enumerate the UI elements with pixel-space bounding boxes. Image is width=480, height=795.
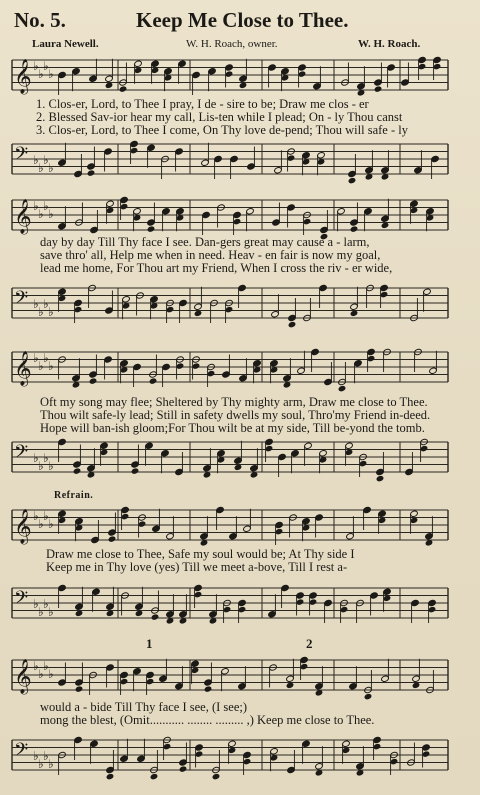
bass-staff-system-2 bbox=[0, 284, 480, 324]
flat-sign-icon: ♭ bbox=[38, 459, 44, 473]
flat-sign-icon: ♭ bbox=[48, 359, 54, 373]
flat-sign-icon: ♭ bbox=[33, 451, 39, 465]
flat-sign-icon: ♭ bbox=[33, 297, 39, 311]
flat-sign-icon: ♭ bbox=[48, 605, 54, 619]
refrain-label: Refrain. bbox=[54, 490, 94, 501]
flat-sign-icon: ♭ bbox=[43, 749, 49, 763]
lyricist-credit: Laura Newell. bbox=[32, 38, 99, 50]
flat-sign-icon: ♭ bbox=[33, 659, 39, 673]
bass-staff-system-5 bbox=[0, 736, 480, 776]
flat-sign-icon: ♭ bbox=[33, 153, 39, 167]
treble-clef-icon: 𝄞 bbox=[14, 199, 32, 234]
treble-staff-system-1 bbox=[0, 56, 480, 96]
treble-staff-system-4 bbox=[0, 506, 480, 546]
lyric-line: 2. Blessed Sav-ior hear my call, Lis-ten while I plead; On - ly Thou canst bbox=[36, 110, 403, 124]
flat-sign-icon: ♭ bbox=[43, 351, 49, 365]
treble-clef-icon: 𝄞 bbox=[14, 509, 32, 544]
bass-staff-system-1 bbox=[0, 140, 480, 180]
composer-credit: W. H. Roach. bbox=[358, 38, 421, 50]
first-ending-marker: 1 bbox=[146, 636, 153, 651]
treble-clef-icon: 𝄞 bbox=[14, 659, 32, 694]
lyric-line: 1. Clos-er, Lord, to Thee I pray, I de - sire to be; Draw me clos - er bbox=[36, 97, 369, 111]
bass-clef-icon: 𝄢 bbox=[14, 442, 29, 467]
treble-staff-system-2 bbox=[0, 196, 480, 236]
flat-sign-icon: ♭ bbox=[48, 517, 54, 531]
flat-sign-icon: ♭ bbox=[43, 597, 49, 611]
hymn-title: Keep Me Close to Thee. bbox=[136, 8, 349, 32]
note-head bbox=[376, 475, 385, 482]
flat-sign-icon: ♭ bbox=[43, 199, 49, 213]
note-head bbox=[338, 385, 347, 392]
lyric-line: save thro' all, Help me when in need. Heav - en fair is now my goal, bbox=[40, 248, 381, 262]
bass-clef-icon: 𝄢 bbox=[14, 288, 29, 313]
flat-sign-icon: ♭ bbox=[48, 459, 54, 473]
flat-sign-icon: ♭ bbox=[33, 509, 39, 523]
note-head bbox=[87, 169, 96, 176]
note-head bbox=[119, 85, 128, 92]
bass-clef-icon: 𝄢 bbox=[14, 588, 29, 613]
flat-sign-icon: ♭ bbox=[38, 305, 44, 319]
note-head bbox=[364, 693, 373, 700]
lyric-line: Hope will ban-ish gloom;For Thou wilt be at my side, Till be-yond the tomb. bbox=[40, 421, 425, 435]
flat-sign-icon: ♭ bbox=[33, 59, 39, 73]
treble-staff-system-3 bbox=[0, 348, 480, 388]
flat-sign-icon: ♭ bbox=[48, 67, 54, 81]
lyric-line: Thou wilt safe-ly lead; Still in safety dwells my soul, Thro'my Friend in-deed. bbox=[40, 408, 431, 422]
note-head bbox=[149, 377, 158, 384]
flat-sign-icon: ♭ bbox=[33, 749, 39, 763]
treble-staff-system-5 bbox=[0, 656, 480, 696]
flat-sign-icon: ♭ bbox=[43, 451, 49, 465]
note-head bbox=[350, 225, 359, 232]
note-head bbox=[73, 467, 82, 474]
note-head bbox=[75, 685, 84, 692]
lyric-line: 3. Clos-er, Lord, to Thee I come, On Thy love de-pend; Thou will safe - ly bbox=[36, 123, 408, 137]
note-head bbox=[131, 467, 140, 474]
flat-sign-icon: ♭ bbox=[43, 509, 49, 523]
flat-sign-icon: ♭ bbox=[48, 305, 54, 319]
flat-sign-icon: ♭ bbox=[38, 517, 44, 531]
note-head bbox=[151, 613, 160, 620]
bass-clef-icon: 𝄢 bbox=[14, 144, 29, 169]
lyric-line: Keep me in Thy love (yes) Till we meet a-bove, Till I rest a- bbox=[46, 560, 348, 574]
lyric-line: would a - bide Till Thy face I see, (I see;) bbox=[40, 700, 248, 714]
flat-sign-icon: ♭ bbox=[38, 161, 44, 175]
note-head bbox=[204, 685, 213, 692]
note-head bbox=[147, 225, 156, 232]
bass-staff-system-3 bbox=[0, 438, 480, 478]
flat-sign-icon: ♭ bbox=[33, 597, 39, 611]
note-head bbox=[348, 177, 357, 184]
note-head bbox=[150, 773, 159, 780]
treble-clef-icon: 𝄞 bbox=[14, 59, 32, 94]
note-head bbox=[179, 765, 188, 772]
flat-sign-icon: ♭ bbox=[43, 153, 49, 167]
bass-staff-system-4 bbox=[0, 584, 480, 624]
flat-sign-icon: ♭ bbox=[38, 359, 44, 373]
lyric-line: lead me home, For Thou art my Friend, When I cross the riv - er wide, bbox=[40, 261, 393, 275]
lyric-line: mong the blest, (Omit........... ........ ......... ,) Keep me close to Thee. bbox=[40, 713, 375, 727]
flat-sign-icon: ♭ bbox=[48, 207, 54, 221]
second-ending-marker: 2 bbox=[306, 636, 313, 651]
flat-sign-icon: ♭ bbox=[43, 297, 49, 311]
flat-sign-icon: ♭ bbox=[38, 605, 44, 619]
treble-clef-icon: 𝄞 bbox=[14, 351, 32, 386]
lyric-line: Oft my song may flee; Sheltered by Thy mighty arm, Draw me close to Thee. bbox=[40, 395, 428, 409]
lyric-line: day by day Till Thy face I see. Dan-gers great may cause a - larm, bbox=[40, 235, 370, 249]
flat-sign-icon: ♭ bbox=[43, 59, 49, 73]
lyric-line: Draw me close to Thee, Safe my soul would be; At Thy side I bbox=[46, 547, 355, 561]
flat-sign-icon: ♭ bbox=[33, 199, 39, 213]
flat-sign-icon: ♭ bbox=[38, 67, 44, 81]
owner-credit: W. H. Roach, owner. bbox=[186, 38, 278, 50]
flat-sign-icon: ♭ bbox=[38, 207, 44, 221]
note-head bbox=[374, 85, 383, 92]
note-head bbox=[288, 321, 297, 328]
flat-sign-icon: ♭ bbox=[48, 757, 54, 771]
note-head bbox=[106, 773, 115, 780]
flat-sign-icon: ♭ bbox=[38, 667, 44, 681]
note-head bbox=[108, 535, 117, 542]
hymn-number: No. 5. bbox=[14, 8, 66, 32]
flat-sign-icon: ♭ bbox=[48, 161, 54, 175]
note-head bbox=[89, 377, 98, 384]
flat-sign-icon: ♭ bbox=[38, 757, 44, 771]
flat-sign-icon: ♭ bbox=[43, 659, 49, 673]
flat-sign-icon: ♭ bbox=[48, 667, 54, 681]
note-head bbox=[212, 773, 221, 780]
flat-sign-icon: ♭ bbox=[33, 351, 39, 365]
bass-clef-icon: 𝄢 bbox=[14, 740, 29, 765]
